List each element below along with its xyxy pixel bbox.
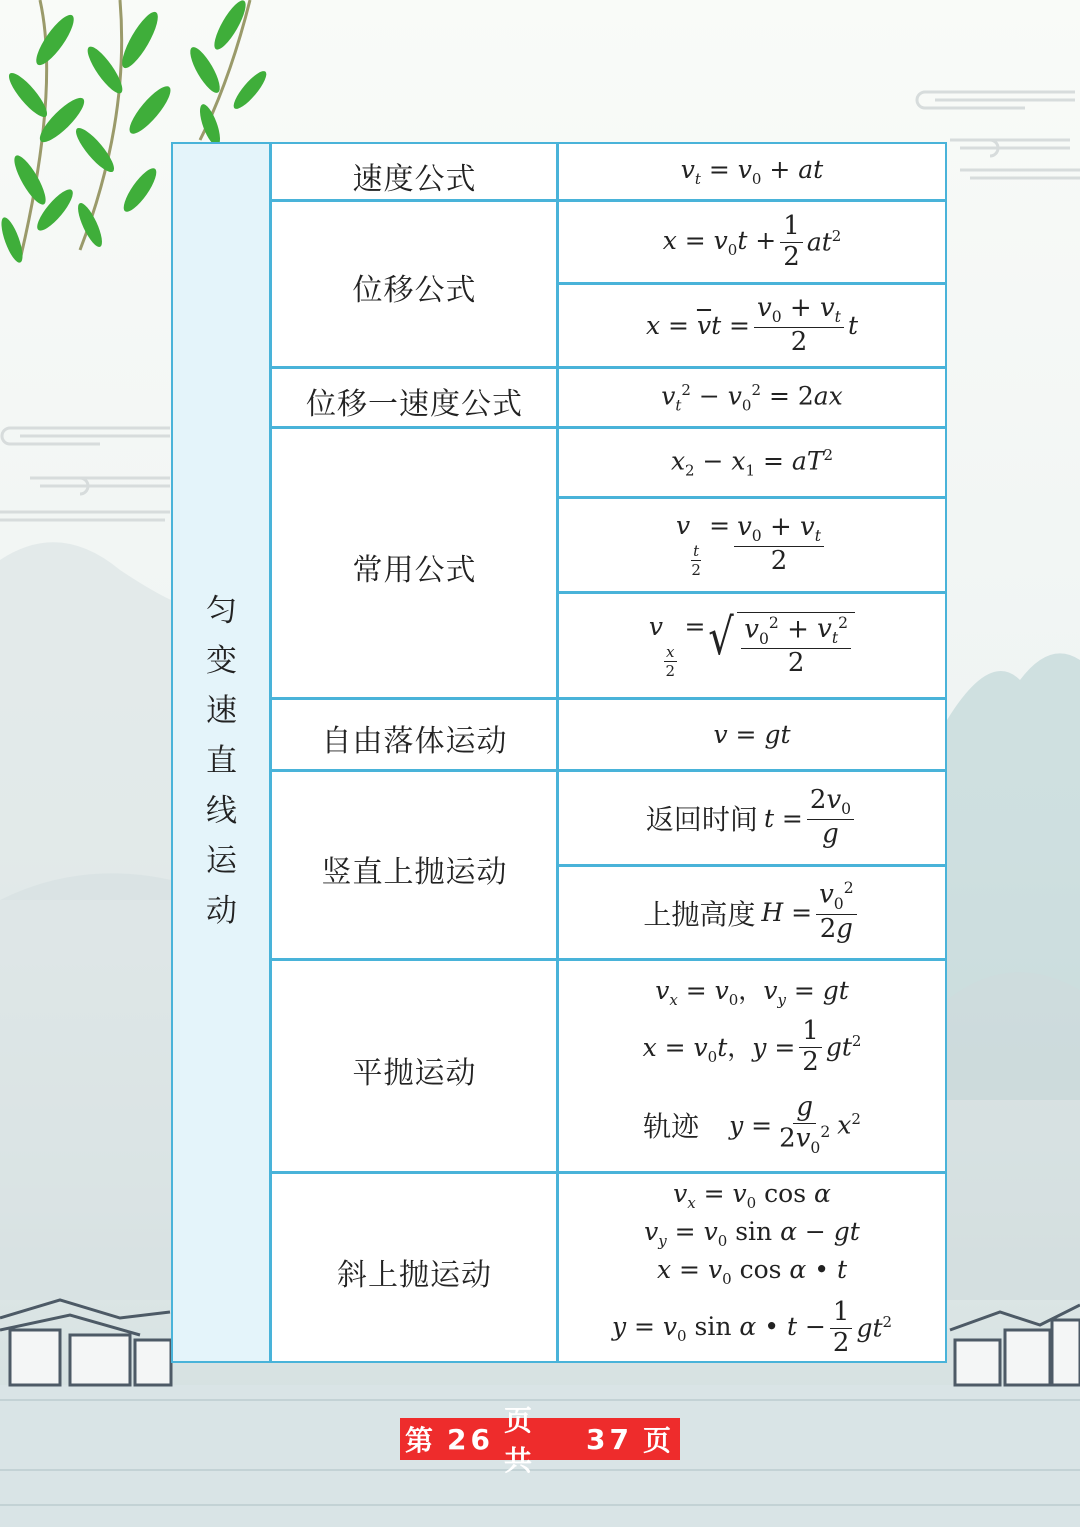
label-return-time: 返回时间 xyxy=(645,803,758,836)
row-name: 自由落体运动 xyxy=(321,724,508,759)
formula-displacement-1: $x = v_0t$ + $\frac{1}{2}$ $at^2$ xyxy=(662,210,842,272)
formula-horizontal-3: 轨迹 y = $\frac{g}{2v_0^2}$ $x^2$ xyxy=(643,1091,861,1157)
label-trajectory: 轨迹 xyxy=(643,1110,700,1143)
total-pages: 37 xyxy=(586,1422,633,1456)
house-icon xyxy=(0,1300,171,1385)
row-divider xyxy=(272,958,947,961)
current-page: 26 xyxy=(447,1422,494,1456)
formula-free-fall: v = gt xyxy=(713,720,791,749)
formula-horizontal-1: $v_x = v_0$，$v_y$ = gt xyxy=(655,976,849,1009)
page-mid: 页 共 xyxy=(503,1404,536,1477)
row-name: 斜上抛运动 xyxy=(337,1258,492,1293)
formula-displacement-velocity: $v_t^2 - v_0^2 = 2ax$ xyxy=(661,380,843,415)
category-char: 变 xyxy=(206,643,237,679)
row-name: 常用公式 xyxy=(352,553,477,588)
formula-vertical-2: 上抛高度 H = $\frac{v_0^2}{2g}$ xyxy=(557,867,947,958)
formula-velocity: $v_t = v_0$ + at xyxy=(680,155,824,188)
row-name: 平抛运动 xyxy=(352,1056,477,1091)
formula-oblique-1: $v_x = v_0$ cos α xyxy=(673,1178,831,1212)
row-name: 速度公式 xyxy=(352,162,477,197)
formula-common-1: $x_2 - x_1 = aT^2$ xyxy=(670,445,834,480)
house-icon xyxy=(950,1305,1080,1385)
page-prefix: 第 xyxy=(405,1424,438,1457)
formula-oblique-3: $x = v_0$ cos α • t xyxy=(657,1254,847,1288)
label-max-height: 上抛高度 xyxy=(643,897,756,931)
category-char: 运 xyxy=(206,843,237,879)
category-char: 线 xyxy=(206,793,237,829)
row-name: 竖直上抛运动 xyxy=(321,855,508,890)
category-char: 匀 xyxy=(206,593,237,629)
formula-displacement-2: $x = \overline{v}t$ = $\frac{v_0 + v_t}{2}$ t xyxy=(645,292,858,357)
formula-oblique-2: $v_y = v_0$ sin α − gt xyxy=(644,1216,860,1250)
row-name: 位移一速度公式 xyxy=(306,387,523,422)
category-char: 直 xyxy=(206,743,237,779)
page-suffix: 页 xyxy=(642,1424,675,1457)
formula-common-2: v $\frac{t}{2}$ = $\frac{v_0 + v_t}{2}$ xyxy=(557,499,947,591)
formula-horizontal-2: $x = v_0t$，y = $\frac{1}{2}$ $gt^2$ xyxy=(642,1015,862,1077)
row-divider xyxy=(272,1171,947,1174)
category-char: 动 xyxy=(206,893,237,929)
category-char: 速 xyxy=(206,693,237,729)
page-indicator xyxy=(400,1404,680,1477)
formula-oblique-4: $y = v_0$ sin α • t − $\frac{1}{2}$ $gt^2$ xyxy=(611,1296,893,1358)
formula-vertical-1: 返回时间 t = $\frac{2v_0}{g}$ xyxy=(557,772,947,864)
formula-common-3: v $\frac{x}{2}$ = √ $v_0^2 + v_t^2$ 2 xyxy=(557,594,947,697)
row-name: 位移公式 xyxy=(352,273,477,308)
